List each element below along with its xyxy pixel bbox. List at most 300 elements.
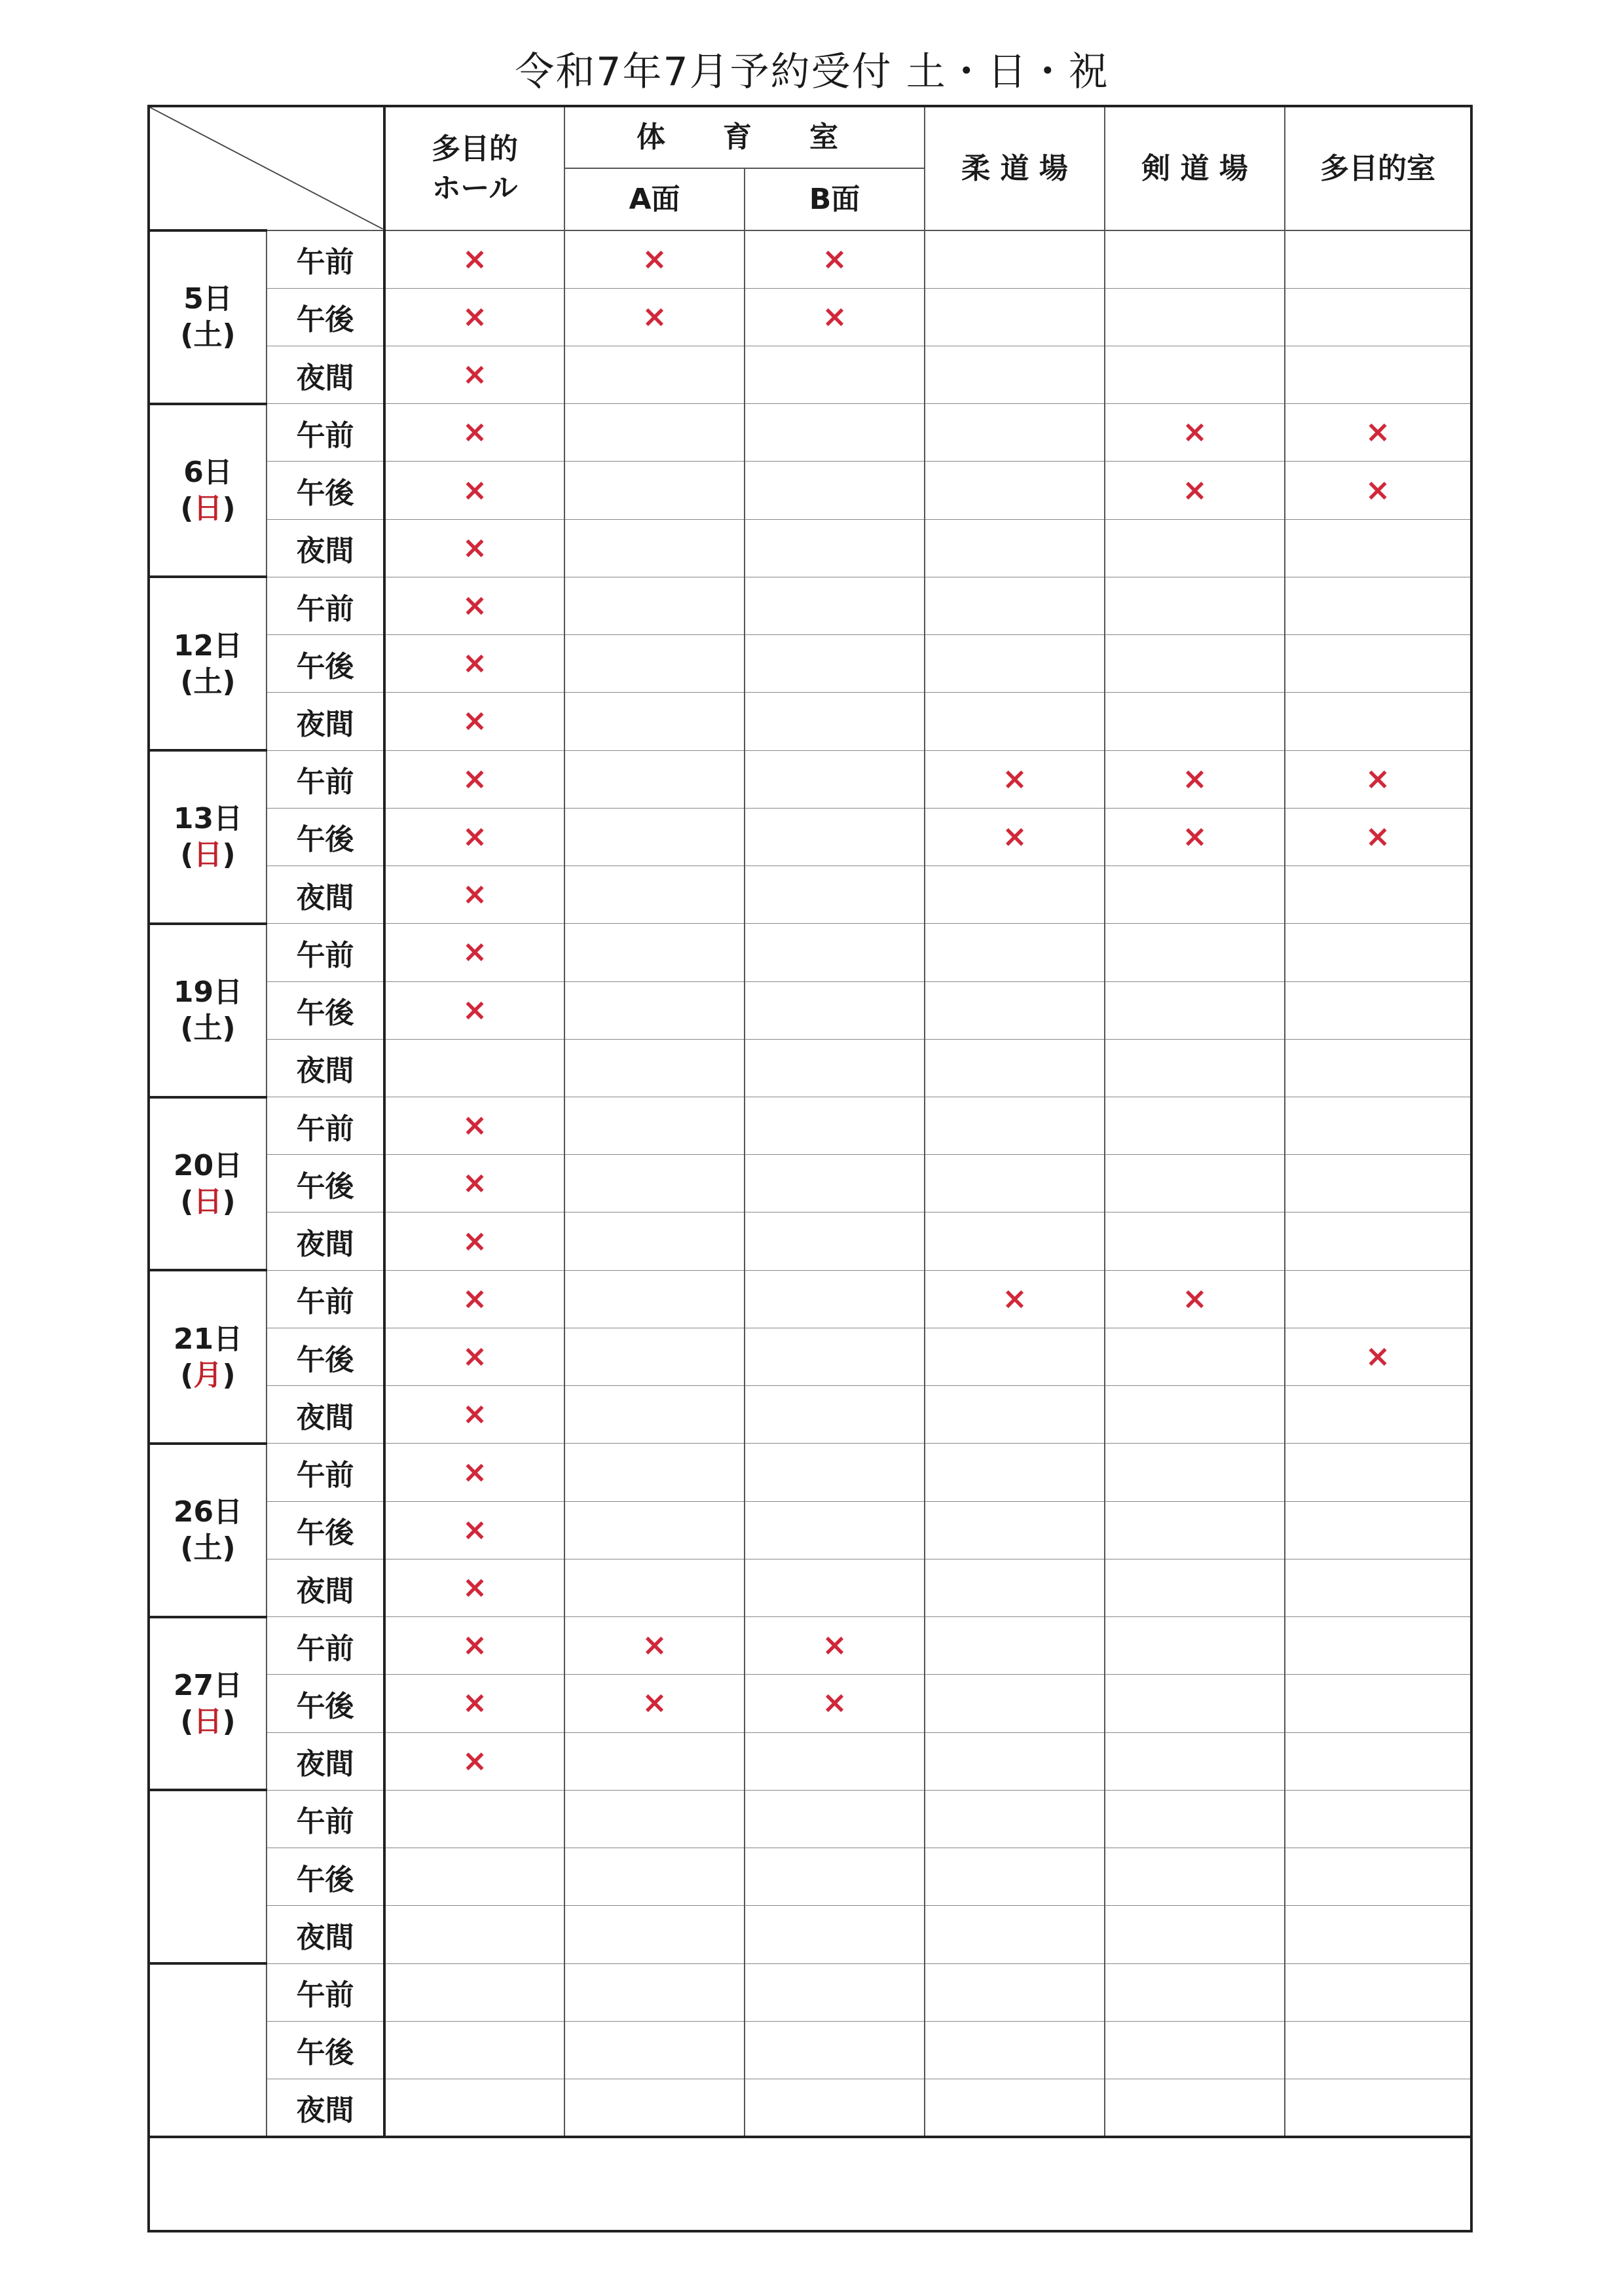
period-label: 午後 (267, 808, 384, 866)
cell-multi-room (1285, 1386, 1471, 1444)
period-label: 午前 (267, 404, 384, 462)
cell-hall (384, 1906, 564, 1963)
cell-multi-room (1285, 346, 1471, 403)
cell-gym-b (745, 808, 925, 866)
period-label: 夜間 (267, 866, 384, 924)
booked-x-icon: × (462, 471, 488, 507)
table-row (149, 1963, 1471, 2021)
table-row (149, 404, 1471, 462)
table-row (149, 1848, 1471, 1906)
corner-diagonal-icon (150, 107, 383, 229)
cell-gym-a (564, 1675, 745, 1732)
cell-hall (384, 346, 564, 403)
day-date: 5日 (183, 282, 232, 316)
cell-judo (925, 866, 1105, 924)
header-kendo: 剣 道 場 (1105, 106, 1285, 230)
table-row (149, 1906, 1471, 1963)
cell-judo (925, 462, 1105, 519)
table-row (149, 1790, 1471, 1848)
cell-gym-a (564, 750, 745, 808)
cell-hall (384, 2021, 564, 2079)
cell-kendo (1105, 1675, 1285, 1732)
cell-multi-room (1285, 1559, 1471, 1616)
cell-hall (384, 1039, 564, 1097)
day-label (149, 577, 267, 750)
cell-kendo (1105, 1559, 1285, 1616)
booked-x-icon: × (462, 760, 488, 796)
cell-hall (384, 750, 564, 808)
cell-hall (384, 635, 564, 693)
cell-hall (384, 1559, 564, 1616)
cell-multi-room (1285, 866, 1471, 924)
day-of-week: (土) (180, 318, 236, 352)
booked-x-icon: × (1365, 414, 1391, 450)
cell-gym-a (564, 808, 745, 866)
cell-kendo (1105, 924, 1285, 981)
cell-kendo (1105, 230, 1285, 288)
cell-multi-room (1285, 924, 1471, 981)
cell-judo (925, 1270, 1105, 1328)
cell-multi-room (1285, 519, 1471, 577)
cell-kendo (1105, 1790, 1285, 1848)
header-judo: 柔 道 場 (925, 106, 1105, 230)
cell-kendo (1105, 2021, 1285, 2079)
header-gym-b: B面 (745, 168, 925, 230)
cell-judo (925, 1386, 1105, 1444)
booked-x-icon: × (1365, 818, 1391, 854)
cell-kendo (1105, 1444, 1285, 1501)
cell-gym-b (745, 1675, 925, 1732)
day-label (149, 924, 267, 1097)
cell-hall (384, 2079, 564, 2138)
cell-hall (384, 1212, 564, 1270)
booked-x-icon: × (462, 934, 488, 970)
cell-hall (384, 1155, 564, 1212)
day-label (149, 404, 267, 577)
cell-kendo (1105, 519, 1285, 577)
cell-gym-b (745, 462, 925, 519)
table-row (149, 1501, 1471, 1559)
cell-multi-room (1285, 1790, 1471, 1848)
booked-x-icon: × (462, 1107, 488, 1143)
reservation-table (147, 105, 1473, 2232)
day-label (149, 1097, 267, 1271)
cell-judo (925, 1501, 1105, 1559)
day-label (149, 1617, 267, 1791)
table-row (149, 577, 1471, 634)
cell-judo (925, 1155, 1105, 1212)
cell-gym-a (564, 1963, 745, 2021)
period-label: 午後 (267, 462, 384, 519)
table-row (149, 1559, 1471, 1616)
booked-x-icon: × (1182, 818, 1208, 854)
cell-kendo (1105, 462, 1285, 519)
day-of-week: (日) (180, 492, 236, 526)
booked-x-icon: × (462, 1685, 488, 1721)
cell-kendo (1105, 750, 1285, 808)
cell-gym-b (745, 577, 925, 634)
cell-multi-room (1285, 230, 1471, 288)
day-date: 26日 (173, 1495, 243, 1529)
cell-gym-b (745, 693, 925, 750)
cell-gym-a (564, 1097, 745, 1155)
table-row (149, 1270, 1471, 1328)
cell-gym-b (745, 519, 925, 577)
cell-hall (384, 1732, 564, 1790)
cell-gym-a (564, 981, 745, 1039)
day-of-week: (日) (180, 1184, 236, 1218)
day-label (149, 230, 267, 404)
table-row (149, 1212, 1471, 1270)
cell-judo (925, 1328, 1105, 1385)
cell-gym-b (745, 230, 925, 288)
cell-hall (384, 1097, 564, 1155)
period-label: 午後 (267, 981, 384, 1039)
booked-x-icon: × (1182, 1280, 1208, 1316)
day-date: 27日 (173, 1668, 243, 1702)
period-label: 午後 (267, 1675, 384, 1732)
period-label: 午前 (267, 924, 384, 981)
booked-x-icon: × (1002, 760, 1027, 796)
booked-x-icon: × (462, 1396, 488, 1432)
table-row (149, 808, 1471, 866)
cell-gym-b (745, 1906, 925, 1963)
booked-x-icon: × (462, 1569, 488, 1605)
period-label: 午前 (267, 577, 384, 634)
period-label: 夜間 (267, 519, 384, 577)
period-label: 午前 (267, 750, 384, 808)
day-date: 13日 (173, 802, 243, 836)
cell-multi-room (1285, 750, 1471, 808)
cell-kendo (1105, 1732, 1285, 1790)
booked-x-icon: × (462, 1338, 488, 1374)
table-row (149, 288, 1471, 346)
table-row (149, 1444, 1471, 1501)
booked-x-icon: × (462, 1453, 488, 1489)
booked-x-icon: × (822, 1627, 847, 1663)
cell-gym-a (564, 1444, 745, 1501)
table-row (149, 693, 1471, 750)
table-row (149, 1617, 1471, 1675)
cell-gym-a (564, 1790, 745, 1848)
day-date: 6日 (183, 456, 232, 490)
period-label: 午後 (267, 1328, 384, 1385)
booked-x-icon: × (1365, 471, 1391, 507)
cell-kendo (1105, 1097, 1285, 1155)
cell-kendo (1105, 1386, 1285, 1444)
cell-multi-room (1285, 462, 1471, 519)
cell-multi-room (1285, 404, 1471, 462)
cell-multi-room (1285, 2021, 1471, 2079)
booked-x-icon: × (462, 1742, 488, 1778)
period-label: 夜間 (267, 1212, 384, 1270)
cell-multi-room (1285, 1270, 1471, 1328)
cell-multi-room (1285, 808, 1471, 866)
cell-multi-room (1285, 1501, 1471, 1559)
cell-gym-a (564, 924, 745, 981)
booked-x-icon: × (462, 702, 488, 738)
cell-gym-b (745, 1328, 925, 1385)
table-row (149, 1039, 1471, 1097)
period-label: 午後 (267, 1155, 384, 1212)
cell-hall (384, 1963, 564, 2021)
cell-hall (384, 1270, 564, 1328)
booked-x-icon: × (822, 240, 847, 276)
cell-gym-a (564, 1328, 745, 1385)
booked-x-icon: × (1182, 414, 1208, 450)
cell-gym-a (564, 519, 745, 577)
day-of-week: (土) (180, 665, 236, 699)
cell-multi-room (1285, 1732, 1471, 1790)
period-label: 夜間 (267, 693, 384, 750)
booked-x-icon: × (642, 1627, 667, 1663)
cell-judo (925, 577, 1105, 634)
cell-gym-a (564, 1559, 745, 1616)
cell-hall (384, 808, 564, 866)
cell-kendo (1105, 1212, 1285, 1270)
table-row (149, 1732, 1471, 1790)
table-row (149, 462, 1471, 519)
cell-gym-b (745, 1212, 925, 1270)
table-row (149, 230, 1471, 288)
cell-gym-a (564, 2021, 745, 2079)
period-label: 午前 (267, 1963, 384, 2021)
cell-gym-b (745, 1097, 925, 1155)
cell-hall (384, 1501, 564, 1559)
period-label: 午前 (267, 230, 384, 288)
cell-kendo (1105, 1963, 1285, 2021)
period-label: 午後 (267, 1848, 384, 1906)
cell-gym-a (564, 404, 745, 462)
booked-x-icon: × (462, 1511, 488, 1547)
cell-gym-a (564, 1501, 745, 1559)
cell-kendo (1105, 1328, 1285, 1385)
table-row (149, 1097, 1471, 1155)
cell-gym-b (745, 1386, 925, 1444)
booked-x-icon: × (1365, 1338, 1391, 1374)
day-of-week: (月) (180, 1358, 236, 1392)
cell-gym-b (745, 1848, 925, 1906)
day-of-week: (日) (180, 838, 236, 872)
day-date: 21日 (173, 1322, 243, 1356)
cell-judo (925, 1906, 1105, 1963)
cell-gym-b (745, 1039, 925, 1097)
day-of-week: (土) (180, 1011, 236, 1046)
period-label: 午後 (267, 288, 384, 346)
booked-x-icon: × (462, 414, 488, 450)
cell-judo (925, 924, 1105, 981)
cell-judo (925, 2021, 1105, 2079)
booked-x-icon: × (1182, 760, 1208, 796)
cell-multi-room (1285, 2079, 1471, 2138)
cell-gym-a (564, 1039, 745, 1097)
cell-kendo (1105, 1617, 1285, 1675)
day-label (149, 1790, 267, 1963)
booked-x-icon: × (642, 240, 667, 276)
cell-gym-b (745, 1559, 925, 1616)
table-row (149, 981, 1471, 1039)
cell-gym-a (564, 230, 745, 288)
cell-gym-a (564, 577, 745, 634)
period-label: 夜間 (267, 1039, 384, 1097)
booked-x-icon: × (462, 991, 488, 1027)
cell-judo (925, 1963, 1105, 2021)
cell-judo (925, 1097, 1105, 1155)
day-of-week: (土) (180, 1531, 236, 1565)
cell-gym-a (564, 1732, 745, 1790)
cell-kendo (1105, 404, 1285, 462)
cell-gym-a (564, 1906, 745, 1963)
cell-kendo (1105, 1848, 1285, 1906)
cell-hall (384, 404, 564, 462)
booked-x-icon: × (462, 1627, 488, 1663)
period-label: 夜間 (267, 1559, 384, 1616)
cell-judo (925, 230, 1105, 288)
booked-x-icon: × (822, 298, 847, 334)
booked-x-icon: × (1002, 1280, 1027, 1316)
table-row (149, 1386, 1471, 1444)
cell-gym-a (564, 462, 745, 519)
cell-gym-a (564, 1270, 745, 1328)
cell-multi-room (1285, 1155, 1471, 1212)
table-row (149, 866, 1471, 924)
cell-kendo (1105, 693, 1285, 750)
cell-judo (925, 2079, 1105, 2138)
booked-x-icon: × (462, 876, 488, 912)
cell-gym-b (745, 1617, 925, 1675)
day-label (149, 750, 267, 924)
period-label: 夜間 (267, 1386, 384, 1444)
period-label: 午後 (267, 2021, 384, 2079)
cell-multi-room (1285, 693, 1471, 750)
booked-x-icon: × (462, 1165, 488, 1201)
cell-gym-b (745, 1732, 925, 1790)
cell-multi-room (1285, 1848, 1471, 1906)
cell-hall (384, 981, 564, 1039)
period-label: 午前 (267, 1444, 384, 1501)
table-row (149, 750, 1471, 808)
cell-multi-room (1285, 981, 1471, 1039)
cell-kendo (1105, 1155, 1285, 1212)
cell-gym-b (745, 2079, 925, 2138)
table-row (149, 346, 1471, 403)
cell-hall (384, 1386, 564, 1444)
cell-gym-b (745, 866, 925, 924)
cell-kendo (1105, 577, 1285, 634)
day-of-week: (日) (180, 1704, 236, 1738)
cell-judo (925, 404, 1105, 462)
booked-x-icon: × (642, 1685, 667, 1721)
cell-kendo (1105, 2079, 1285, 2138)
cell-multi-room (1285, 288, 1471, 346)
cell-hall (384, 1675, 564, 1732)
cell-multi-room (1285, 1212, 1471, 1270)
cell-multi-room (1285, 577, 1471, 634)
period-label: 夜間 (267, 1732, 384, 1790)
cell-judo (925, 1444, 1105, 1501)
cell-kendo (1105, 1501, 1285, 1559)
cell-hall (384, 924, 564, 981)
cell-kendo (1105, 288, 1285, 346)
cell-multi-room (1285, 1906, 1471, 1963)
cell-gym-b (745, 2021, 925, 2079)
booked-x-icon: × (822, 1685, 847, 1721)
cell-hall (384, 1444, 564, 1501)
cell-gym-b (745, 1444, 925, 1501)
booked-x-icon: × (462, 818, 488, 854)
period-label: 夜間 (267, 1906, 384, 1963)
period-label: 夜間 (267, 346, 384, 403)
cell-gym-b (745, 750, 925, 808)
header-multi-room: 多目的室 (1285, 106, 1471, 230)
cell-judo (925, 346, 1105, 403)
cell-gym-a (564, 288, 745, 346)
cell-gym-b (745, 1155, 925, 1212)
cell-gym-b (745, 924, 925, 981)
booked-x-icon: × (462, 587, 488, 623)
cell-judo (925, 1212, 1105, 1270)
cell-gym-a (564, 1212, 745, 1270)
cell-gym-b (745, 1270, 925, 1328)
cell-gym-a (564, 1617, 745, 1675)
cell-gym-a (564, 346, 745, 403)
booked-x-icon: × (462, 240, 488, 276)
cell-judo (925, 1790, 1105, 1848)
day-label (149, 1270, 267, 1444)
table-row (149, 924, 1471, 981)
cell-judo (925, 1732, 1105, 1790)
cell-judo (925, 693, 1105, 750)
header-hall: 多目的 ホール (384, 106, 564, 230)
table-row (149, 2079, 1471, 2138)
cell-kendo (1105, 981, 1285, 1039)
table-row (149, 2021, 1471, 2079)
cell-judo (925, 1559, 1105, 1616)
cell-kendo (1105, 1906, 1285, 1963)
cell-kendo (1105, 808, 1285, 866)
booked-x-icon: × (1002, 818, 1027, 854)
table-row (149, 635, 1471, 693)
page-title: 令和7年7月予約受付 土・日・祝 (515, 49, 1109, 95)
table-row (149, 519, 1471, 577)
cell-gym-b (745, 288, 925, 346)
booked-x-icon: × (642, 298, 667, 334)
cell-judo (925, 981, 1105, 1039)
cell-hall (384, 1328, 564, 1385)
cell-hall (384, 288, 564, 346)
cell-gym-a (564, 2079, 745, 2138)
cell-kendo (1105, 1270, 1285, 1328)
cell-kendo (1105, 866, 1285, 924)
booked-x-icon: × (462, 529, 488, 565)
period-label: 午後 (267, 635, 384, 693)
cell-kendo (1105, 635, 1285, 693)
period-label: 午後 (267, 1501, 384, 1559)
cell-judo (925, 1617, 1105, 1675)
cell-gym-b (745, 635, 925, 693)
cell-hall (384, 1848, 564, 1906)
header-gym-a: A面 (564, 168, 745, 230)
period-label: 午前 (267, 1097, 384, 1155)
cell-multi-room (1285, 1328, 1471, 1385)
period-label: 午前 (267, 1270, 384, 1328)
cell-gym-a (564, 866, 745, 924)
cell-judo (925, 1039, 1105, 1097)
cell-gym-a (564, 635, 745, 693)
cell-hall (384, 866, 564, 924)
cell-judo (925, 808, 1105, 866)
cell-judo (925, 1848, 1105, 1906)
